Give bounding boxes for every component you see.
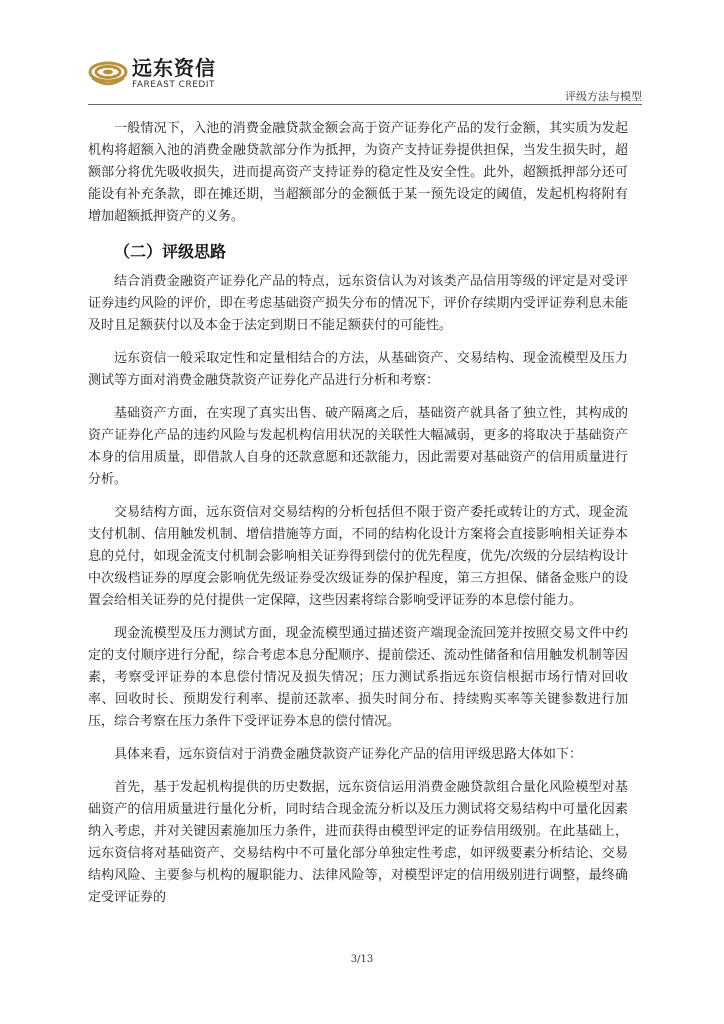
- paragraph-rating-definition: 结合消费金融资产证券化产品的特点，远东资信认为对该类产品信用等级的评定是对受评证券违约风险的评价，即在考虑基础资产损失分布的情况下，评价存续期内受评证券利息未能及时且足额获付以及本金于法定到期日不能足额获付的可能性。: [88, 274, 628, 333]
- paragraph-overcollateralization: 一般情况下，入池的消费金融贷款金额会高于资产证券化产品的发行金额，其实质为发起机构将超额入池的消费金融贷款部分作为抵押，为资产支持证券提供担保，当发生损失时，超额部分将优先吸收损失，进而提高资产支持证券的稳定性及安全性。此外，超额抵押部分还可能设有补充条款，即在摊还期，当超额部分的金额低于某一预先设定的阈值，发起机构将附有增加超额抵押资产的义务。: [88, 121, 628, 224]
- header-document-type: 评级方法与模型: [565, 90, 642, 103]
- paragraph-first-step: 首先，基于发起机构提供的历史数据，远东资信运用消费金融贷款组合量化风险模型对基础资产的信用质量进行量化分析，同时结合现金流分析以及压力测试将交易结构中可量化因素纳入考虑，并对关键因素施加压力条件，进而获得由模型评定的证券信用级别。在此基础上，远东资信将对基础资产、交易结构中不可量化部分单独定性考虑，如评级要素分析结论、交易结构风险、主要参与机构的履职能力、法律风险等，对模型评定的信用级别进行调整，最终确定受评证券的: [88, 780, 628, 905]
- paragraph-specific-approach: 具体来看，远东资信对于消费金融贷款资产证券化产品的信用评级思路大体如下：: [114, 747, 583, 762]
- logo-chinese-name: 远东资信: [132, 56, 216, 80]
- logo-emblem-icon: [88, 52, 128, 92]
- paragraph-cashflow-stress-test: 现金流模型及压力测试方面，现金流模型通过描述资产端现金流回笼并按照交易文件中约定的支付顺序进行分配，综合考虑本息分配顺序、提前偿还、流动性储备和信用触发机制等因素，考察受评证券的本息偿付情况及损失情况；压力测试系指远东资信根据市场行情对回收率、回收时长、预期发行利率、提前还款率、损失时间分布、持续购买率等关键参数进行加压，综合考察在压力条件下受评证券本息的偿付情况。: [88, 626, 628, 729]
- section-heading-rating-approach: （二）评级思路: [114, 242, 227, 261]
- paragraph-transaction-structure: 交易结构方面，远东资信对交易结构的分析包括但不限于资产委托或转让的方式、现金流支付机制、信用触发机制、增信措施等方面，不同的结构化设计方案将会直接影响相关证券本息的兑付，如现金流支付机制会影响相关证券得到偿付的优先程度，优先/次级的分层结构设计中次级档证券的厚度会影响优先级证券受次级证券的保护程度，第三方担保、储备金账户的设置会给相关证券的兑付提供一定保障，这些因素将综合影响受评证券的本息偿付能力。: [88, 505, 628, 608]
- page-header: [0, 0, 724, 108]
- document-body: [88, 118, 628, 920]
- header-divider: [88, 104, 642, 105]
- paragraph-methodology-overview: 远东资信一般采取定性和定量相结合的方法，从基础资产、交易结构、现金流模型及压力测试等方面对消费金融贷款资产证券化产品进行分析和考察：: [88, 351, 628, 388]
- page-number: 3/13: [350, 954, 374, 965]
- company-logo: [88, 52, 238, 100]
- paragraph-underlying-assets: 基础资产方面，在实现了真实出售、破产隔离之后，基础资产就具备了独立性，其构成的资产证券化产品的违约风险与发起机构信用状况的关联性大幅减弱，更多的将取决于基础资产本身的信用质量，即借款人自身的还款意愿和还款能力，因此需要对基础资产的信用质量进行分析。: [88, 406, 628, 487]
- logo-english-name: FAREAST CREDIT: [132, 80, 215, 90]
